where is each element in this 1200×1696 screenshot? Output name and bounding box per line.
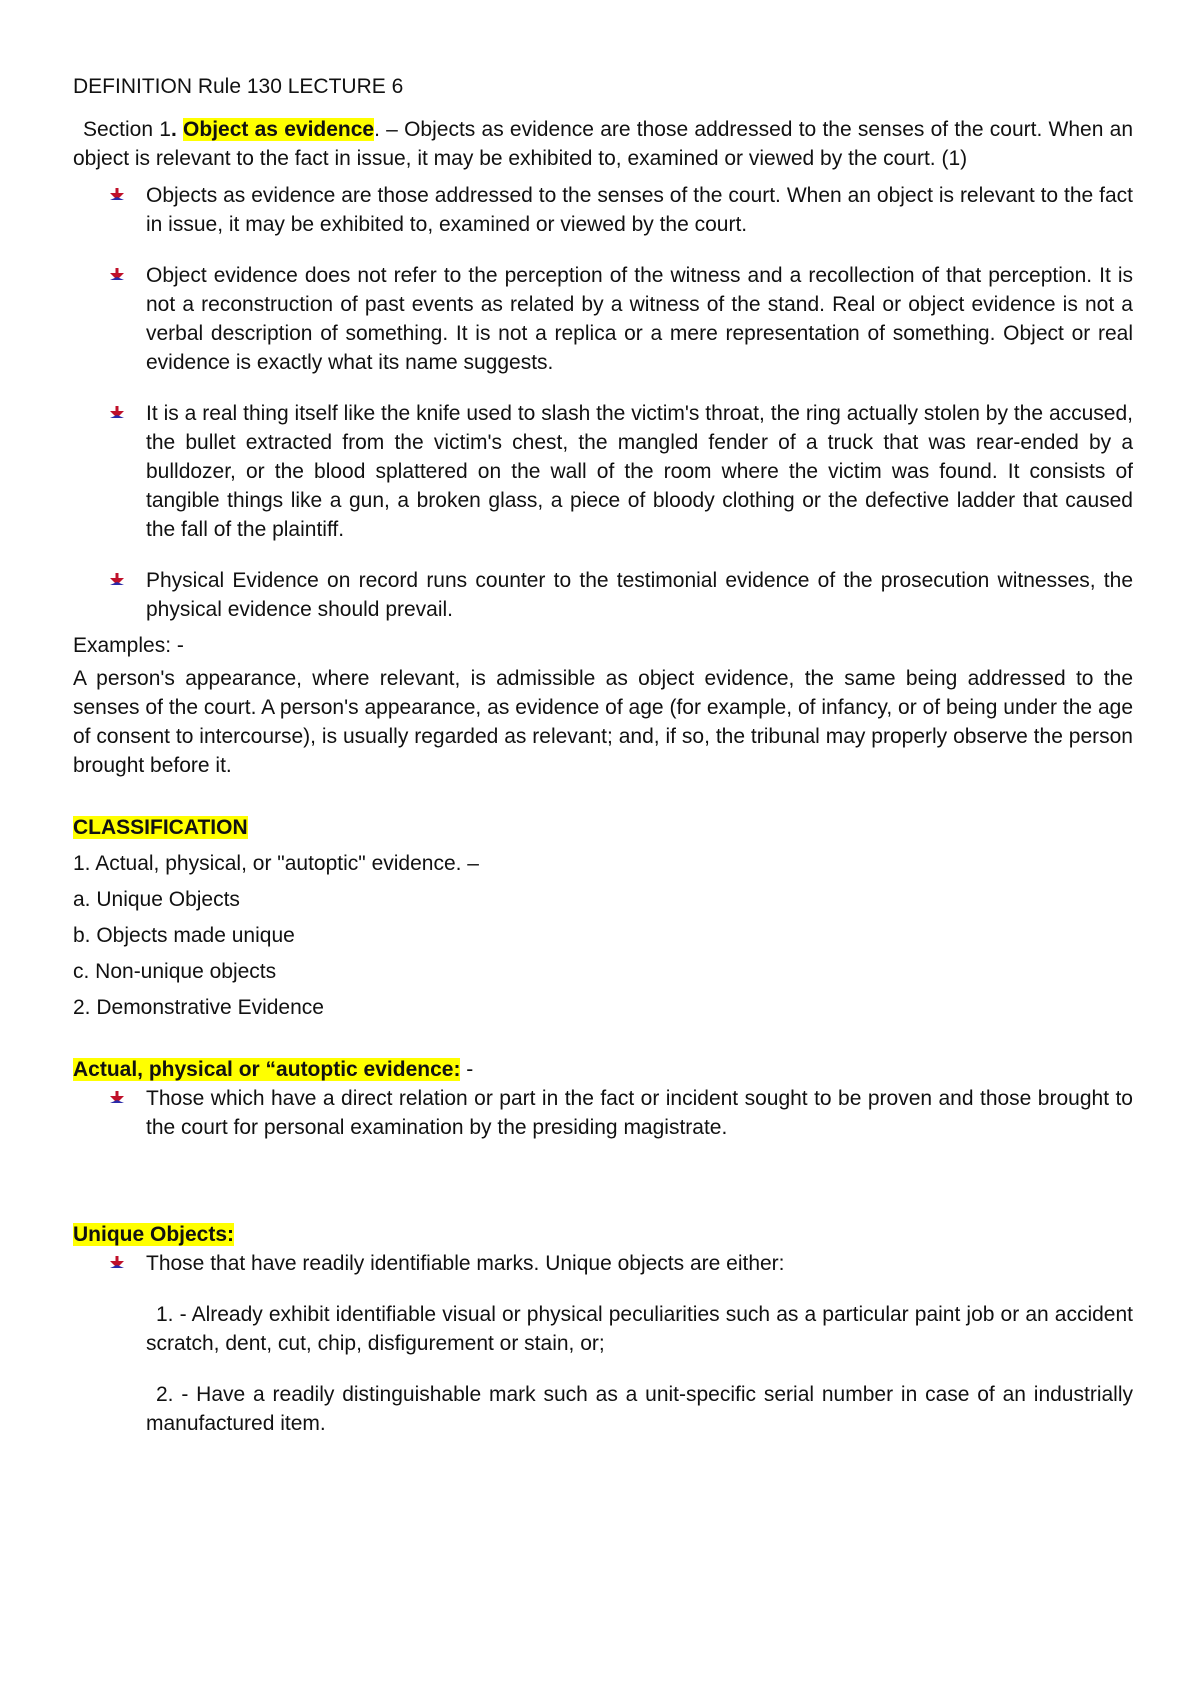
unique-subitem [73,1300,1133,1358]
list-item [73,181,1133,239]
actual-evidence-heading-suffix: - [460,1058,474,1081]
examples-text: A person's appearance, where relevant, is admissible as object evidence, the same being addressed to the senses of the court. A person's appearance, as evidence of age (for example, of infancy, or of being under the age of consent to intercourse), is usually regarded as relevant; and, if so, the tribunal may properly observe the person brought before it. [73,667,1133,777]
bullet-text: Those which have a direct relation or part in the fact or incident sought to be proven and those brought to the court for personal examination by the presiding magistrate. [146,1087,1133,1139]
arrow-bullet-icon [109,188,125,204]
section-dot: . [170,118,177,141]
unique-objects-heading [73,1220,1133,1249]
classification-item: 1. Actual, physical, or "autoptic" evidence. – [73,852,479,875]
classification-item: c. Non-unique objects [73,960,277,983]
list-item [73,1084,1133,1142]
arrow-bullet-icon [109,268,125,284]
list-item [73,261,1133,377]
list-item [73,566,1133,624]
arrow-bullet-icon [109,1091,125,1107]
document-title: DEFINITION Rule 130 LECTURE 6 [73,75,404,98]
bullet-text: Object evidence does not refer to the perception of the witness and a recollection of that perception. It is not a reconstruction of past events as related by a witness of the stand. Real or object evidence is not a verbal description of something. It is not a replica or a mere representation of something. Object or real evidence is exactly what its name suggests. [146,264,1133,374]
unique-subitem [73,1380,1133,1438]
unique-subitem-text: 2. - Have a readily distinguishable mark such as a unit-specific serial number in case of an industrially manufactured item. [146,1383,1133,1435]
list-item [73,1249,1133,1278]
arrow-bullet-icon [109,406,125,422]
bullet-text: Physical Evidence on record runs counter to the testimonial evidence of the prosecution witnesses, the physical evidence should prevail. [146,569,1133,621]
classification-item: b. Objects made unique [73,924,295,947]
bullet-text: Those that have readily identifiable marks. Unique objects are either: [146,1252,785,1275]
classification-heading [73,813,1133,842]
intro-bullet-list [73,181,1133,624]
section-body: . – Objects as evidence are those addressed to the senses of the court. When an object is relevant to the fact in issue, it may be exhibited to, examined or viewed by the court. (1) [73,118,1133,170]
unique-objects-bullet-list [73,1249,1133,1278]
unique-subitem-text: 1. - Already exhibit identifiable visual or physical peculiarities such as a particular paint job or an accident scratch, dent, cut, chip, disfigurement or stain, or; [146,1303,1133,1355]
actual-evidence-bullet-list [73,1084,1133,1142]
bullet-text: Objects as evidence are those addressed to the senses of the court. When an object is relevant to the fact in issue, it may be exhibited to, examined or viewed by the court. [146,184,1133,236]
section-1-paragraph [73,115,1133,173]
classification-heading-highlight: CLASSIFICATION [73,816,248,839]
unique-objects-heading-highlight: Unique Objects: [73,1223,235,1246]
actual-evidence-heading [73,1055,1133,1084]
arrow-bullet-icon [109,573,125,589]
arrow-bullet-icon [109,1256,125,1272]
classification-item: 2. Demonstrative Evidence [73,996,324,1019]
document-page [73,66,1133,1438]
section-heading-highlight: Object as evidence [183,118,375,141]
section-label: Section 1 [83,118,171,141]
bullet-text: It is a real thing itself like the knife used to slash the victim's throat, the ring actually stolen by the accused, the bullet extracted from the victim's chest, the mangled fender of a truck that was rear-ended by a bulldozer, or the blood splattered on the wall of the room where the victim was found. It consists of tangible things like a gun, a broken glass, a piece of bloody clothing or the defective ladder that caused the fall of the plaintiff. [146,402,1133,541]
examples-label: Examples: - [73,634,184,657]
actual-evidence-heading-highlight: Actual, physical or “autoptic evidence: [73,1058,461,1081]
list-item [73,399,1133,544]
classification-item: a. Unique Objects [73,888,240,911]
